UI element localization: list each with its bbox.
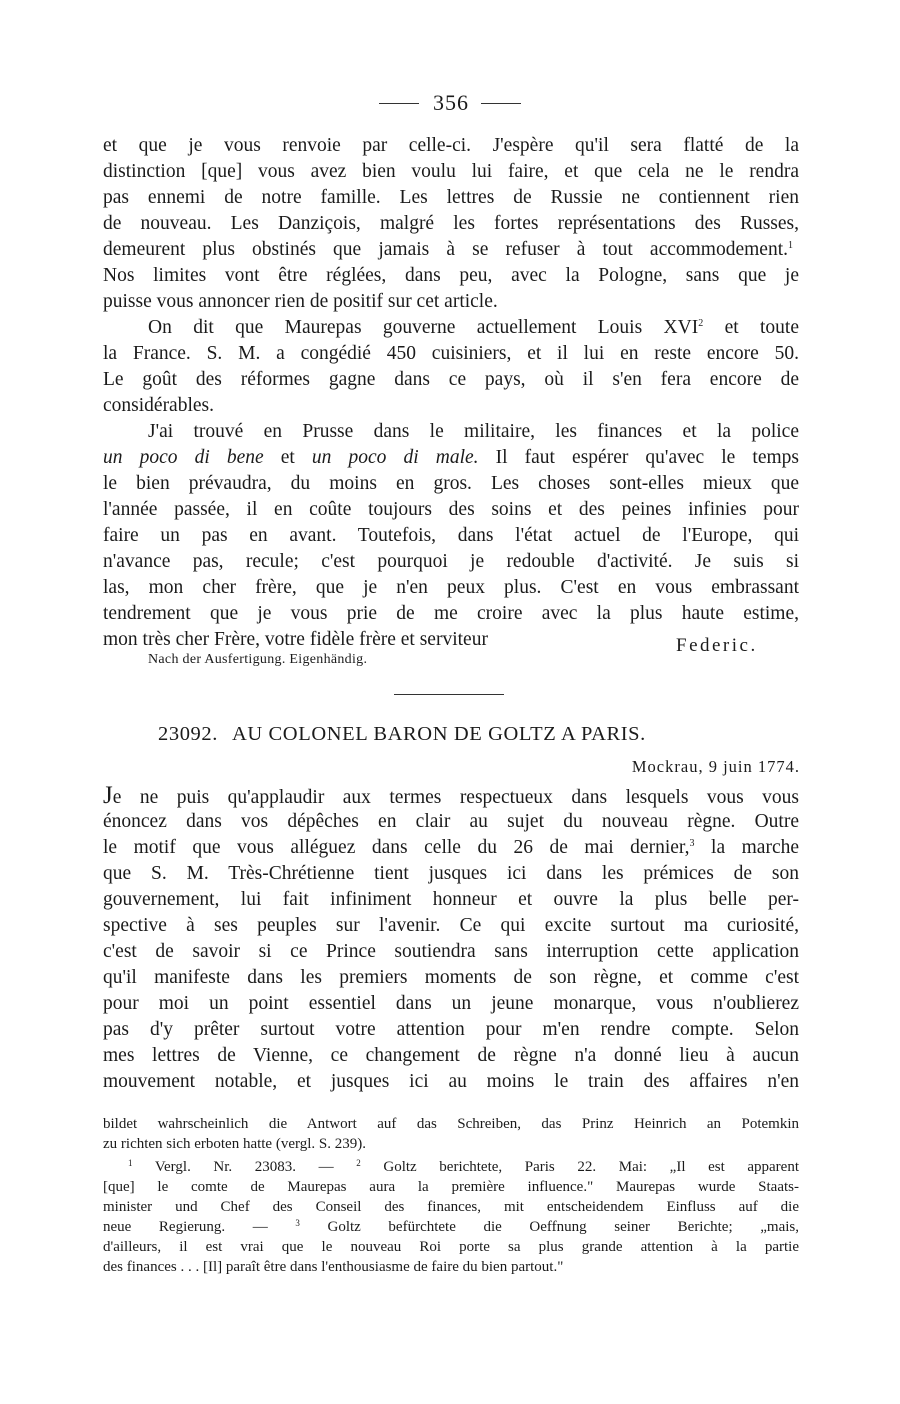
initial-letter: J [103, 782, 113, 809]
text-line: las, mon cher frère, que je n'en peux plus. C'est en vous embrassant [103, 577, 799, 598]
text-line: l'année passée, il en coûte toujours des soins et des peines infinies pour [103, 499, 799, 520]
text-segment: et [280, 447, 295, 468]
text-line: Nos limites vont être réglées, dans peu, avec la Pologne, sans que je [103, 265, 799, 286]
text-line: Le goût des réformes gagne dans ce pays, où il s'en fera encore de [103, 369, 799, 390]
footnote-line: [que] le comte de Maurepas aura la première influence." Maurepas wurde Staats- [103, 1179, 799, 1195]
text-segment: la marche [711, 837, 800, 858]
text-line: mes lettres de Vienne, ce changement de règne n'a donné lieu à aucun [103, 1045, 799, 1066]
text-line: n'avance pas, recule; c'est pourquoi je redouble d'activité. Je suis si [103, 551, 799, 572]
page-header [0, 88, 900, 118]
text-segment: e ne puis qu'applaudir aux termes respectueux dans lesquels vous vous [112, 787, 799, 808]
text-segment: le motif que vous alléguez dans celle du 26 de mai dernier, [103, 837, 690, 858]
text-line: la France. S. M. a congédié 450 cuisiniers, et il lui en reste encore 50. [103, 343, 799, 364]
text-line [103, 445, 799, 471]
text-line [103, 237, 793, 263]
footnote-line: zu richten sich erboten hatte (vergl. S. 239). [103, 1136, 366, 1152]
source-note: Nach der Ausfertigung. Eigenhändig. [148, 652, 368, 667]
paragraph-start-line: J'ai trouvé en Prusse dans le militaire, les finances et la police [148, 421, 799, 442]
footnote-line [103, 1217, 799, 1237]
text-line: et que je vous renvoie par celle-ci. J'espère qu'il sera flatté de la [103, 135, 799, 156]
text-line: de nouveau. Les Danziçois, malgré les fortes représentations des Russes, [103, 213, 799, 234]
text-line: mon très cher Frère, votre fidèle frère et serviteur [103, 629, 488, 650]
letter-number: 23092. [158, 723, 218, 745]
footnote-mark: 1 [128, 1158, 133, 1168]
text-line: gouvernement, lui fait infiniment honneur et ouvre la plus belle per- [103, 889, 799, 910]
text-segment: Goltz berichtete, Paris 22. Mai: „Il est apparent [383, 1159, 800, 1175]
text-line: distinction [que] vous avez bien voulu lui faire, et que cela ne le rendra [103, 161, 799, 182]
text-line: tendrement que je vous prie de me croire avec la plus haute estime, [103, 603, 799, 624]
text-line: le bien prévaudra, du moins en gros. Les choses sont-elles mieux que [103, 473, 799, 494]
text-line: spective à ses peuples sur l'avenir. Ce qui excite surtout ma curiosité, [103, 915, 799, 936]
text-line: pas ennemi de notre famille. Les lettres de Russie ne contiennent rien [103, 187, 799, 208]
footnote-mark: 2 [356, 1158, 361, 1168]
text-segment: neue Regierung. — [103, 1219, 268, 1235]
footnote-mark: 3 [295, 1218, 300, 1228]
text-line: énoncez dans vos dépêches en clair au sujet du nouveau règne. Outre [103, 811, 799, 832]
paragraph-start-line [148, 315, 799, 341]
footnote-mark: 2 [698, 318, 704, 329]
text-line: faire un pas en avant. Toutefois, dans l'état actuel de l'Europe, qui [103, 525, 799, 546]
text-line [103, 835, 799, 861]
signature: Federic. [676, 635, 758, 656]
text-segment: demeurent plus obstinés que jamais à se refuser à tout accommodement. [103, 239, 788, 260]
footnote-line [128, 1157, 799, 1177]
text-line: mouvement notable, et jusques ici au moins le train des affaires n'en [103, 1071, 799, 1092]
footnote-mark: 1 [788, 240, 793, 251]
footnote-line: d'ailleurs, il est vrai que le nouveau Roi porte sa plus grande attention à la partie [103, 1239, 799, 1255]
header-dash-right [481, 103, 521, 104]
paragraph-start-line [103, 783, 799, 811]
letter-title: AU COLONEL BARON DE GOLTZ A PARIS. [231, 723, 646, 745]
text-line: pas d'y prêter surtout votre attention pour m'en rendre compte. Selon [103, 1019, 799, 1040]
text-line: que S. M. Très-Chrétienne tient jusques ici dans les prémices de son [103, 863, 799, 884]
text-segment: Goltz befürchtete die Oeffnung seiner Berichte; „mais, [327, 1219, 799, 1235]
page-number: 356 [433, 90, 469, 115]
text-line: puisse vous annoncer rien de positif sur cet article. [103, 291, 498, 312]
text-line: pour moi un point essentiel dans un jeune monarque, vous n'oublierez [103, 993, 799, 1014]
section-divider [394, 694, 504, 695]
letter-heading [158, 723, 798, 746]
text-line: c'est de savoir si ce Prince soutiendra sans interruption cette application [103, 941, 799, 962]
text-line: considérables. [103, 395, 215, 416]
text-segment: Il faut espérer qu'avec le temps [495, 447, 799, 468]
text-segment: Vergl. Nr. 23083. — [154, 1159, 334, 1175]
text-segment: On dit que Maurepas gouverne actuellement Louis XVI [148, 317, 699, 338]
letter-dateline: Mockrau, 9 juin 1774. [631, 757, 800, 776]
italic-phrase: un poco di bene [103, 447, 264, 468]
italic-phrase: un poco di male. [311, 447, 479, 468]
footnote-mark: 3 [689, 838, 695, 849]
text-line: qu'il manifeste dans les premiers moments de son règne, et comme c'est [103, 967, 799, 988]
header-dash-left [379, 103, 419, 104]
footnote-line: minister und Chef des Conseil des finances, mit entscheidendem Einfluss auf die [103, 1199, 799, 1215]
footnote-line: des finances . . . [Il] paraît être dans l'enthousiasme de faire du bien partout." [103, 1259, 564, 1275]
footnote-line: bildet wahrscheinlich die Antwort auf das Schreiben, das Prinz Heinrich an Potemkin [103, 1116, 799, 1132]
text-segment: et toute [724, 317, 799, 338]
